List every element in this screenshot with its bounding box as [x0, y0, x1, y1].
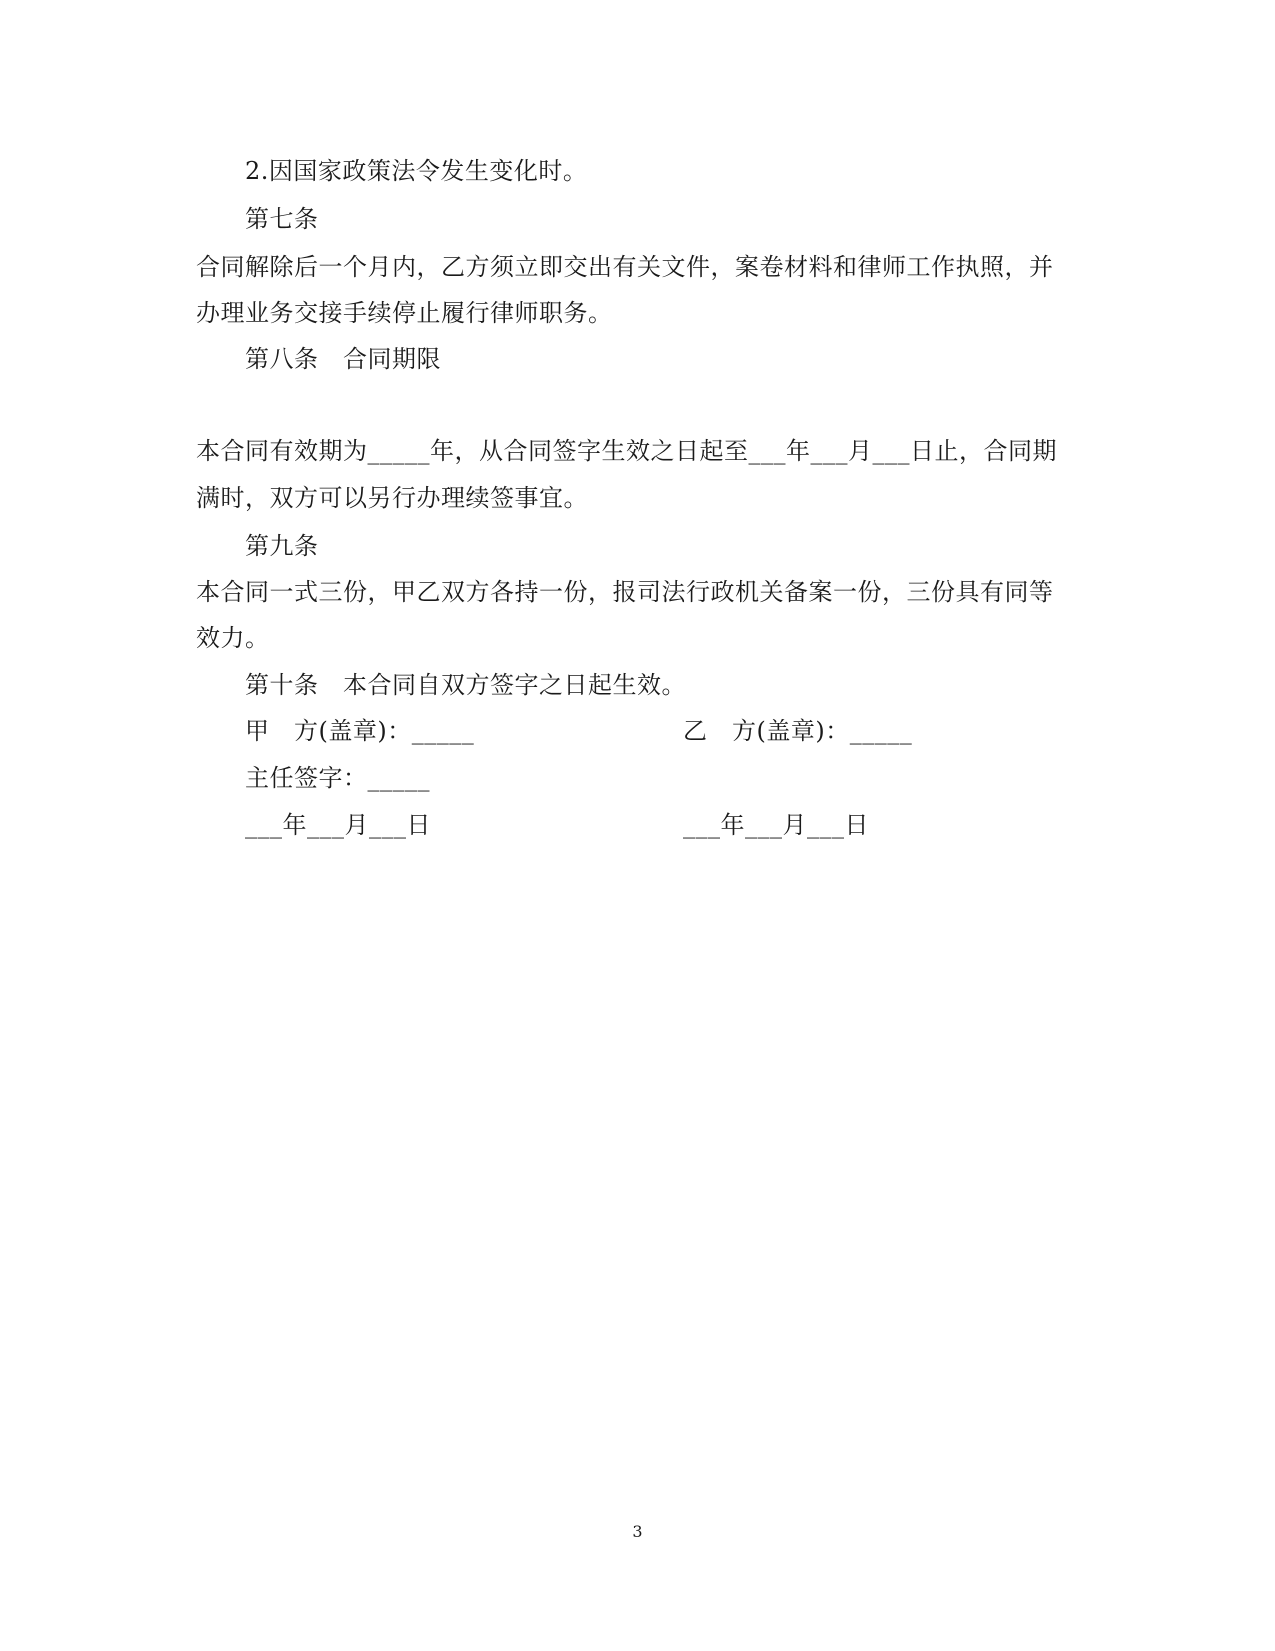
article-7-text-line-1: 合同解除后一个月内，乙方须立即交出有关文件，案卷材料和律师工作执照，并: [196, 253, 1054, 281]
article-8-heading: 第八条 合同期限: [245, 345, 441, 373]
page-number: 3: [632, 1522, 643, 1541]
party-b-seal: 乙 方(盖章)：_____: [683, 717, 913, 745]
party-b-date: ___年___月___日: [683, 811, 869, 839]
article-9-heading: 第九条: [245, 532, 319, 560]
article-8-text-line-2: 满时，双方可以另行办理续签事宜。: [196, 484, 588, 512]
article-10: 第十条 本合同自双方签字之日起生效。: [245, 671, 686, 699]
party-a-date: ___年___月___日: [245, 811, 431, 839]
clause-6-item-2: 2.因国家政策法令发生变化时。: [245, 157, 588, 185]
party-a-seal: 甲 方(盖章)：_____: [245, 717, 475, 745]
article-9-text-line-1: 本合同一式三份，甲乙双方各持一份，报司法行政机关备案一份，三份具有同等: [196, 578, 1054, 606]
article-9-text-line-2: 效力。: [196, 624, 270, 652]
article-8-text-line-1: 本合同有效期为_____年，从合同签字生效之日起至___年___月___日止，合同期: [196, 437, 1057, 465]
article-7-text-line-2: 办理业务交接手续停止履行律师职务。: [196, 299, 613, 327]
director-signature: 主任签字：_____: [245, 764, 430, 792]
article-7-heading: 第七条: [245, 205, 319, 233]
